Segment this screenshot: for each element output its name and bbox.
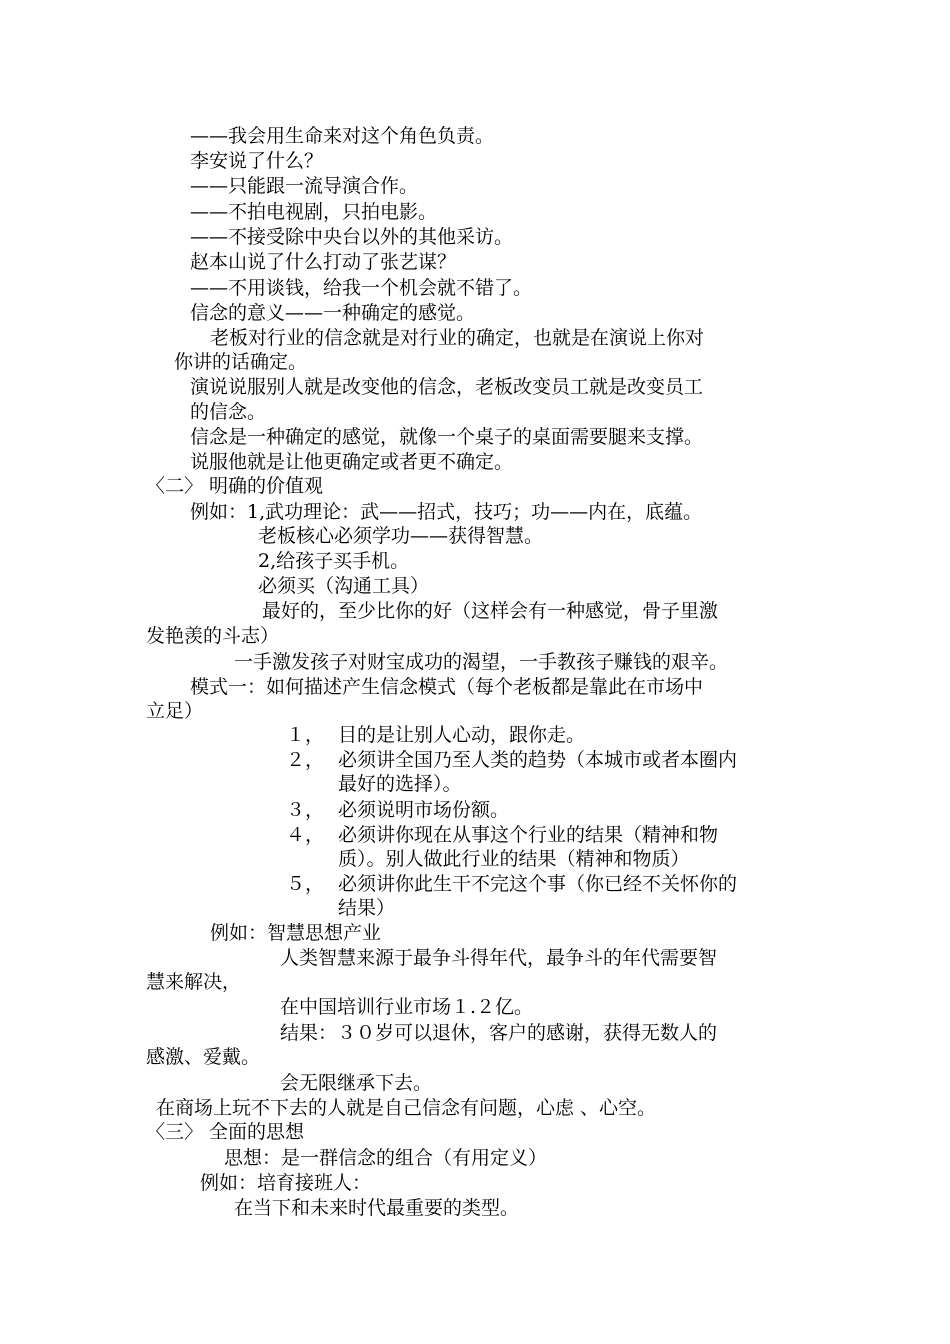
text-line: 在商场上玩不下去的人就是自己信念有问题，心虑 、心空。 bbox=[156, 1097, 657, 1119]
section-heading: 〈二〉 明确的价值观 bbox=[146, 475, 324, 497]
list-number: １， bbox=[286, 724, 325, 746]
list-item-text: 必须讲你此生干不完这个事（你已经不关怀你的 bbox=[338, 873, 738, 895]
list-item-text: 最好的选择）。 bbox=[338, 773, 462, 795]
text-line: 感激、爱戴。 bbox=[146, 1046, 261, 1068]
text-line: 你讲的话确定。 bbox=[174, 351, 308, 373]
list-number: ３， bbox=[286, 799, 325, 821]
text-line: 例如：智慧思想产业 bbox=[210, 922, 382, 944]
text-line: 最好的，至少比你的好（这样会有一种感觉，骨子里激 bbox=[262, 600, 719, 622]
text-line: 老板核心必须学功——获得智慧。 bbox=[258, 525, 544, 547]
text-line: 老板对行业的信念就是对行业的确定，也就是在演说上你对 bbox=[210, 327, 705, 349]
text-line: 信念是一种确定的感觉，就像一个桌子的桌面需要腿来支撑。 bbox=[190, 426, 704, 448]
text-line: 慧来解决， bbox=[146, 971, 242, 993]
text-line: 立足） bbox=[146, 700, 204, 722]
list-number: ４， bbox=[286, 824, 325, 846]
text-line: 会无限继承下去。 bbox=[280, 1072, 433, 1094]
text-line: 在中国培训行业市场１.２亿。 bbox=[280, 996, 534, 1018]
text-line: 的信念。 bbox=[190, 401, 267, 423]
list-item-text: 必须讲全国乃至人类的趋势（本城市或者本圈内 bbox=[338, 749, 738, 771]
text-line: ——只能跟一流导演合作。 bbox=[190, 175, 419, 197]
text-line: ——不拍电视剧，只拍电影。 bbox=[190, 201, 438, 223]
text-line: 思想：是一群信念的组合（有用定义） bbox=[224, 1147, 548, 1169]
list-item-text: 质）。别人做此行业的结果（精神和物质） bbox=[338, 848, 690, 870]
text-line: ——我会用生命来对这个角色负责。 bbox=[190, 125, 495, 147]
text-line: 结果：３０岁可以退休，客户的感谢，获得无数人的 bbox=[280, 1022, 718, 1044]
text-line: 一手激发孩子对财宝成功的渴望，一手教孩子赚钱的艰辛。 bbox=[234, 651, 729, 673]
list-number: ５， bbox=[286, 873, 325, 895]
list-number: ２， bbox=[286, 749, 325, 771]
list-item-text: 必须说明市场份额。 bbox=[338, 799, 510, 821]
text-line: 2,给孩子买手机。 bbox=[258, 550, 410, 572]
text-line: 发艳羡的斗志） bbox=[146, 625, 280, 647]
text-line: 在当下和未来时代最重要的类型。 bbox=[234, 1197, 520, 1219]
text-line: 说服他就是让他更确定或者更不确定。 bbox=[190, 451, 514, 473]
section-heading: 〈三〉 全面的思想 bbox=[146, 1121, 305, 1143]
text-line: ——不接受除中央台以外的其他采访。 bbox=[190, 226, 514, 248]
text-line: 例如：培育接班人： bbox=[200, 1172, 372, 1194]
text-line: 必须买（沟通工具） bbox=[258, 575, 430, 597]
list-item-text: 必须讲你现在从事这个行业的结果（精神和物 bbox=[338, 824, 719, 846]
text-line: 演说说服别人就是改变他的信念，老板改变员工就是改变员工 bbox=[190, 376, 704, 398]
text-line: 人类智慧来源于最争斗得年代，最争斗的年代需要智 bbox=[280, 947, 718, 969]
text-line: 例如：1,武功理论：武——招式，技巧；功——内在，底蕴。 bbox=[190, 501, 703, 523]
text-line: 信念的意义——一种确定的感觉。 bbox=[190, 302, 476, 324]
list-item-text: 结果） bbox=[338, 897, 396, 919]
text-line: 模式一：如何描述产生信念模式（每个老板都是靠此在市场中 bbox=[190, 676, 704, 698]
text-line: ——不用谈钱，给我一个机会就不错了。 bbox=[190, 277, 533, 299]
text-line: 李安说了什么？ bbox=[190, 150, 324, 172]
list-item-text: 目的是让别人心动，跟你走。 bbox=[338, 724, 586, 746]
text-line: 赵本山说了什么打动了张艺谋？ bbox=[190, 251, 457, 273]
